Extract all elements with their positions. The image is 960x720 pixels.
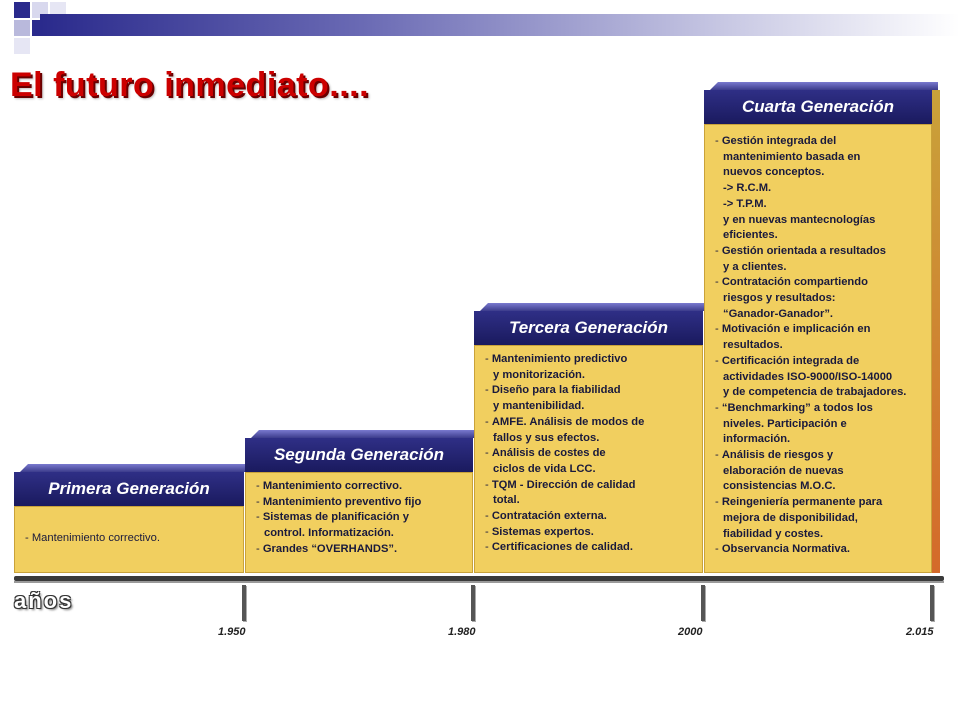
generation-header: Tercera Generación	[474, 311, 703, 345]
list-item: - Mantenimiento predictivo y monitorización.	[485, 352, 694, 383]
list-item: - Motivación e implicación en resultados.	[715, 322, 923, 353]
generation-header: Segunda Generación	[245, 438, 473, 472]
generation-body	[245, 472, 473, 573]
timeline-label: años	[14, 588, 74, 613]
list-item: - Gestión orientada a resultados y a clientes.	[715, 244, 923, 275]
list-item: - Análisis de riesgos y elaboración de nuevas consistencias M.O.C.	[715, 448, 923, 495]
timeline-axis	[14, 576, 944, 581]
list-item: - Gestión integrada del mantenimiento basada en nuevos conceptos. -> R.C.M. -> T.P.M. y en nuevas mantecnologías eficientes.	[715, 134, 923, 244]
list-item: - AMFE. Análisis de modos de fallos y sus efectos.	[485, 415, 694, 446]
list-item: - Sistemas expertos.	[485, 525, 694, 541]
timeline-tick	[930, 585, 934, 621]
list-item: - Certificación integrada de actividades ISO-9000/ISO-14000 y de competencia de trabajadores.	[715, 354, 923, 401]
list-item: - Mantenimiento correctivo.	[256, 479, 464, 495]
list-item: - “Benchmarking” a todos los niveles. Participación e información.	[715, 401, 923, 448]
generation-body	[474, 345, 703, 573]
card-bevel	[710, 82, 938, 90]
list-item: - Grandes “OVERHANDS”.	[256, 542, 464, 558]
generation-card-3	[474, 303, 703, 573]
card-bevel	[251, 430, 479, 438]
generation-body	[704, 124, 932, 573]
year-label: 1.950	[218, 626, 246, 638]
generation-header: Cuarta Generación	[704, 90, 932, 124]
list-item: - Contratación compartiendo riesgos y resultados: “Ganador-Ganador”.	[715, 275, 923, 322]
list-item: - Mantenimiento correctivo.	[25, 531, 235, 547]
list-item: - Diseño para la fiabilidad y mantenibilidad.	[485, 383, 694, 414]
list-item: - Observancia Normativa.	[715, 542, 923, 558]
list-item: - Contratación externa.	[485, 509, 694, 525]
list-item: - Sistemas de planificación y control. Informatización.	[256, 510, 464, 541]
year-label: 2.015	[906, 626, 934, 638]
year-label: 1.980	[448, 626, 476, 638]
list-item: - Reingeniería permanente para mejora de disponibilidad, fiabilidad y costes.	[715, 495, 923, 542]
timeline-tick	[242, 585, 246, 621]
slide-title: El futuro inmediato....	[10, 66, 370, 104]
generation-card-1	[14, 464, 244, 573]
timeline-tick	[471, 585, 475, 621]
list-item: - Mantenimiento preventivo fijo	[256, 495, 464, 511]
header-gradient-bar	[40, 14, 960, 36]
card-bevel	[20, 464, 250, 472]
list-item: - Certificaciones de calidad.	[485, 540, 694, 556]
timeline-tick	[701, 585, 705, 621]
generation-list	[256, 479, 464, 558]
generation-list	[485, 352, 694, 556]
card-bevel	[480, 303, 709, 311]
generation-header: Primera Generación	[14, 472, 244, 506]
generation-body	[14, 506, 244, 573]
generation-list	[715, 134, 923, 558]
generation-card-2	[245, 430, 473, 573]
generation-card-4	[704, 82, 932, 573]
list-item: - TQM - Dirección de calidad total.	[485, 478, 694, 509]
card-side-edge	[932, 90, 940, 573]
year-label: 2000	[678, 626, 703, 638]
generation-list	[25, 531, 235, 547]
list-item: - Análisis de costes de ciclos de vida LCC.	[485, 446, 694, 477]
